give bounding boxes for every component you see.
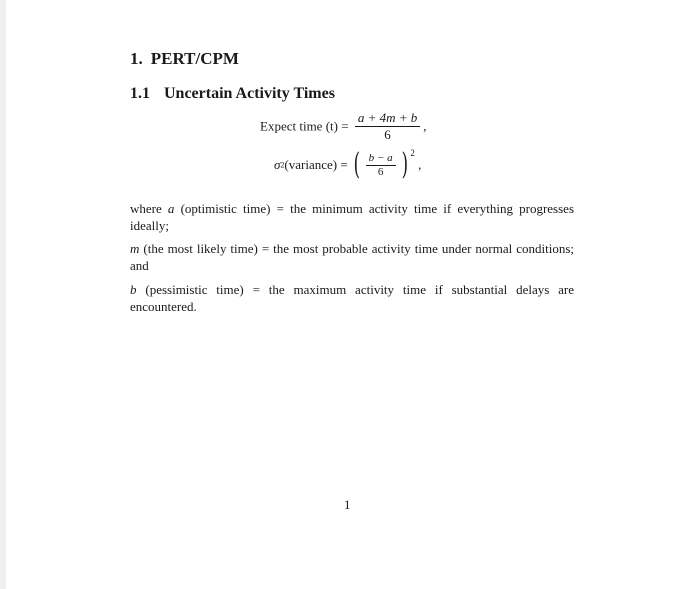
sigma-power: 2: [280, 160, 285, 170]
variance-denominator: 6: [377, 165, 384, 178]
definition-most-likely: [130, 240, 574, 274]
symbol-m: m: [130, 241, 140, 256]
symbol-a: a: [167, 201, 175, 216]
subsection-heading: [130, 85, 335, 103]
section-title: PERT/CPM: [150, 49, 239, 68]
variance-fraction: [366, 152, 396, 179]
definition-optimistic-text: (optimistic time) = the minimum activity time if everything progresses ideally;: [130, 201, 574, 233]
subsection-number: 1.1: [130, 85, 150, 102]
expected-time-numerator: a + 4m + b: [355, 110, 420, 127]
left-paren: (: [353, 147, 361, 183]
right-paren: ): [401, 147, 408, 183]
definition-pessimistic-text: (pessimistic time) = the maximum activity time if substantial delays are encountered.: [130, 282, 575, 314]
expected-time-comma: ,: [423, 118, 427, 134]
variance-comma: ,: [418, 157, 422, 173]
variance-equation: [274, 148, 421, 188]
document-page: [6, 0, 700, 589]
expected-time-denominator: 6: [384, 127, 391, 142]
page-number: 1: [344, 497, 351, 512]
variance-exponent: 2: [410, 148, 415, 158]
section-number: 1.: [130, 49, 143, 68]
sigma-symbol: σ: [274, 157, 281, 173]
expected-time-variable: (t) =: [325, 118, 349, 134]
section-heading: [130, 49, 239, 69]
variance-lhs: (variance) =: [284, 157, 348, 173]
definition-prefix: where: [130, 201, 162, 216]
subsection-title: Uncertain Activity Times: [164, 85, 335, 102]
expected-time-lhs: Expect time: [260, 118, 323, 134]
variance-numerator: b − a: [366, 152, 396, 166]
expected-time-fraction: [355, 110, 420, 143]
definition-most-likely-text: (the most likely time) = the most probable activity time under normal conditions; and: [130, 241, 574, 273]
expected-time-equation: [260, 110, 427, 150]
definition-pessimistic: [130, 281, 574, 315]
symbol-b: b: [130, 282, 137, 297]
definition-optimistic: [130, 200, 574, 234]
